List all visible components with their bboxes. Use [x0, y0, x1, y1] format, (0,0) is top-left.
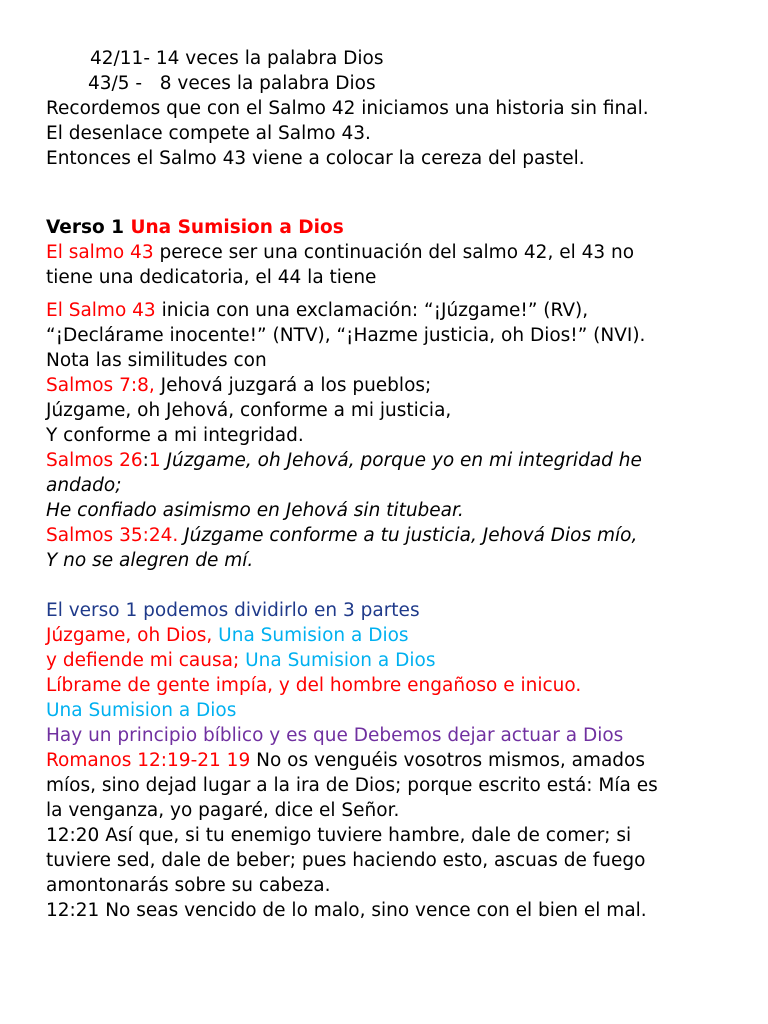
spacer: [46, 573, 746, 598]
reference: Salmos 35:24.: [46, 525, 179, 546]
paragraph-text: perece ser una continuación del salmo 42, el 43 no: [153, 242, 635, 263]
scripture-line: 12:20 Así que, si tu enemigo tuviere hambre, dale de comer; si: [46, 825, 632, 846]
word-count-psalm-42: 42/11- 14 veces la palabra Dios: [90, 48, 384, 69]
scripture-line: Y no se alegren de mí.: [46, 550, 254, 571]
spacer: [46, 290, 746, 298]
scripture-line: Y conforme a mi integridad.: [46, 425, 304, 446]
scripture-line: [46, 748, 746, 773]
intro-line: Entonces el Salmo 43 viene a colocar la cereza del pastel.: [46, 148, 585, 169]
reference: El Salmo 43: [46, 300, 156, 321]
reference: Salmos 26: [46, 450, 143, 471]
scripture-text: No os venguéis vosotros mismos, amados: [250, 750, 645, 771]
part-line: [46, 648, 746, 673]
scripture-line: tuviere sed, dale de beber; pues haciendo esto, ascuas de fuego: [46, 850, 646, 871]
scripture-line: andado;: [46, 475, 122, 496]
scripture-text: Júzgame, oh Jehová, porque yo en mi integridad he: [160, 450, 642, 471]
section-heading: [46, 215, 746, 240]
part-label: Una Sumision a Dios: [46, 700, 237, 721]
word-count-psalm-43: [46, 71, 746, 96]
heading-title: Una Sumision a Dios: [130, 217, 344, 238]
intro-line: El desenlace compete al Salmo 43.: [46, 123, 371, 144]
paragraph-line: tiene una dedicatoria, el 44 la tiene: [46, 267, 377, 288]
reference-number: 1: [148, 450, 161, 471]
paragraph-line: “¡Declárame inocente!” (NTV), “¡Hazme justicia, oh Dios!” (NVI).: [46, 325, 646, 346]
count-text: 8 veces la palabra Dios: [159, 73, 376, 94]
scripture-line: míos, sino dejad lugar a la ira de Dios; porque escrito está: Mía es: [46, 775, 658, 796]
scripture-line: 12:21 No seas vencido de lo malo, sino vence con el bien el mal.: [46, 900, 647, 921]
paragraph-text: inicia con una exclamación: “¡Júzgame!” (RV),: [155, 300, 589, 321]
reference: Salmos 7:8,: [46, 375, 155, 396]
document-page: [46, 46, 746, 923]
part-label: Una Sumision a Dios: [239, 650, 436, 671]
scripture-line: la venganza, yo pagaré, dice el Señor.: [46, 800, 400, 821]
scripture-line: amontonarás sobre su cabeza.: [46, 875, 331, 896]
paragraph-line: [46, 240, 746, 265]
heading-label: Verso 1: [46, 217, 125, 238]
principle-line: Hay un principio bíblico y es que Debemos dejar actuar a Dios: [46, 725, 624, 746]
reference: Romanos 12:19-21 19: [46, 750, 251, 771]
scripture-line: Júzgame, oh Jehová, conforme a mi justicia,: [46, 400, 452, 421]
scripture-line: [46, 373, 746, 398]
part-line: [46, 623, 746, 648]
scripture-text: Júzgame conforme a tu justicia, Jehová Dios mío,: [178, 525, 638, 546]
scripture-line: [46, 448, 746, 473]
part-line: Líbrame de gente impía, y del hombre engañoso e inicuo.: [46, 675, 582, 696]
part-label: Una Sumision a Dios: [212, 625, 409, 646]
scripture-line: He confiado asimismo en Jehová sin titubear.: [46, 500, 464, 521]
part-text: y defiende mi causa;: [46, 650, 240, 671]
spacer: [46, 171, 746, 215]
reference: El salmo 43: [46, 242, 154, 263]
part-text: Júzgame, oh Dios,: [46, 625, 213, 646]
reference-colon: :: [142, 450, 149, 471]
paragraph-line: [46, 298, 746, 323]
scripture-line: [46, 523, 746, 548]
intro-line: Recordemos que con el Salmo 42 iniciamos una historia sin final.: [46, 98, 649, 119]
count-ref: 43/5 -: [88, 73, 143, 94]
paragraph-line: Nota las similitudes con: [46, 350, 267, 371]
scripture-text: Jehová juzgará a los pueblos;: [154, 375, 432, 396]
parts-intro: El verso 1 podemos dividirlo en 3 partes: [46, 600, 420, 621]
